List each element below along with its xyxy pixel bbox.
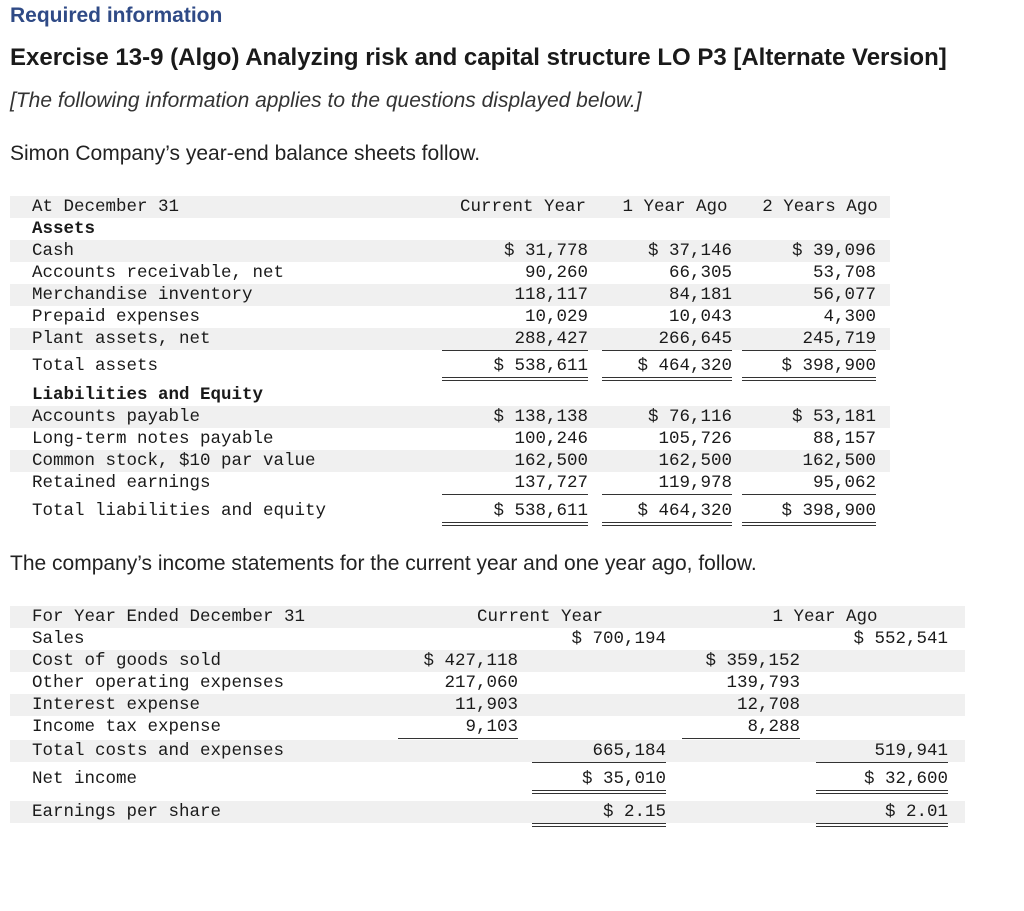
liabilities-heading-row [10, 384, 890, 406]
balance-sheet-intro: Simon Company’s year-end balance sheets follow. [10, 142, 481, 165]
cell-1-year: 266,645 [602, 328, 732, 351]
cell-current-total: $ 35,010 [532, 768, 666, 794]
table-row [10, 328, 890, 350]
cell-1-year: 105,726 [658, 429, 732, 449]
cell-1-year: 162,500 [658, 451, 732, 471]
cell-prior: 139,793 [726, 673, 800, 693]
header-1-year-ago: 1 Year Ago [622, 197, 728, 217]
header-at-december: At December 31 [32, 197, 180, 217]
table-row [10, 428, 890, 450]
table-header-row [10, 606, 965, 628]
table-row [10, 694, 965, 716]
cell-current: 118,117 [514, 285, 588, 305]
cell-2-years: 95,062 [742, 472, 876, 495]
net-income-row [10, 768, 965, 790]
cell-2-years: $ 39,096 [791, 241, 876, 261]
row-label: Common stock, $10 par value [32, 451, 316, 471]
row-label: Income tax expense [32, 717, 222, 737]
cell-current: 217,060 [444, 673, 518, 693]
cell-2-years: 4,300 [823, 307, 876, 327]
total-assets-row [10, 355, 890, 377]
row-label: Cost of goods sold [32, 651, 222, 671]
cell-2-years: $ 398,900 [742, 355, 876, 381]
table-row [10, 284, 890, 306]
required-information-heading: Required information [10, 4, 223, 27]
cell-prior-total: $ 552,541 [853, 629, 948, 649]
cell-current: 11,903 [454, 695, 518, 715]
liabilities-heading: Liabilities and Equity [32, 385, 264, 405]
cell-current: 90,260 [524, 263, 588, 283]
row-label: Net income [32, 769, 138, 789]
cell-2-years: $ 398,900 [742, 500, 876, 526]
cell-1-year: $ 37,146 [647, 241, 732, 261]
cell-1-year: $ 76,116 [647, 407, 732, 427]
row-label: Accounts payable [32, 407, 201, 427]
table-row [10, 472, 890, 494]
table-row [10, 450, 890, 472]
row-label: Cash [32, 241, 75, 261]
row-label: Total liabilities and equity [32, 501, 327, 521]
cell-current-total: $ 2.15 [532, 801, 666, 827]
cell-current: 100,246 [514, 429, 588, 449]
row-label: Interest expense [32, 695, 201, 715]
cell-2-years: 88,157 [812, 429, 876, 449]
cell-prior: $ 359,152 [705, 651, 800, 671]
cell-prior: 8,288 [682, 716, 800, 739]
cell-2-years: 53,708 [812, 263, 876, 283]
table-row [10, 716, 965, 738]
cell-current: 288,427 [442, 328, 588, 351]
row-label: Retained earnings [32, 473, 211, 493]
header-1-year-ago: 1 Year Ago [772, 607, 878, 627]
cell-current: $ 538,611 [442, 355, 588, 381]
cell-current: $ 427,118 [423, 651, 518, 671]
assets-heading-row [10, 218, 890, 240]
header-current-year: Current Year [476, 607, 604, 627]
row-label: Plant assets, net [32, 329, 211, 349]
cell-2-years: $ 53,181 [791, 407, 876, 427]
row-label: Other operating expenses [32, 673, 285, 693]
instruction-note: [The following information applies to the questions displayed below.] [10, 89, 642, 112]
header-current-year: Current Year [459, 197, 587, 217]
assets-heading: Assets [32, 219, 96, 239]
cell-2-years: 162,500 [802, 451, 876, 471]
cell-2-years: 56,077 [812, 285, 876, 305]
cell-current: $ 138,138 [493, 407, 588, 427]
income-statement-intro: The company’s income statements for the current year and one year ago, follow. [10, 552, 757, 575]
cell-current: 162,500 [514, 451, 588, 471]
table-row [10, 650, 965, 672]
cell-1-year: 66,305 [668, 263, 732, 283]
cell-prior-total: $ 2.01 [816, 801, 948, 827]
table-row [10, 672, 965, 694]
cell-1-year: 119,978 [602, 472, 732, 495]
balance-sheet-table [10, 196, 890, 526]
total-liabilities-row [10, 500, 890, 522]
row-label: Total costs and expenses [32, 741, 285, 761]
cell-1-year: 84,181 [668, 285, 732, 305]
row-label: Prepaid expenses [32, 307, 201, 327]
cell-current-total: 665,184 [532, 740, 666, 763]
cell-current: $ 31,778 [503, 241, 588, 261]
cell-2-years: 245,719 [742, 328, 876, 351]
cell-1-year: 10,043 [668, 307, 732, 327]
total-costs-row [10, 740, 965, 762]
row-label: Earnings per share [32, 802, 222, 822]
row-label: Long-term notes payable [32, 429, 274, 449]
cell-current: 137,727 [442, 472, 588, 495]
header-2-years-ago: 2 Years Ago [762, 197, 878, 217]
cell-1-year: $ 464,320 [602, 355, 732, 381]
cell-current-total: $ 700,194 [571, 629, 666, 649]
row-label: Sales [32, 629, 85, 649]
table-row [10, 306, 890, 328]
header-for-year-ended: For Year Ended December 31 [32, 607, 306, 627]
table-header-row [10, 196, 890, 218]
exercise-title: Exercise 13-9 (Algo) Analyzing risk and capital structure LO P3 [Alternate Version] [10, 44, 947, 71]
cell-current: 9,103 [398, 716, 518, 739]
row-label: Total assets [32, 356, 159, 376]
row-label: Accounts receivable, net [32, 263, 285, 283]
cell-prior-total: 519,941 [816, 740, 948, 763]
table-row [10, 240, 890, 262]
sales-row [10, 628, 965, 650]
cell-current: 10,029 [524, 307, 588, 327]
row-label: Merchandise inventory [32, 285, 253, 305]
cell-1-year: $ 464,320 [602, 500, 732, 526]
cell-prior-total: $ 32,600 [816, 768, 948, 794]
cell-current: $ 538,611 [442, 500, 588, 526]
income-statement-table [10, 606, 965, 831]
table-row [10, 262, 890, 284]
table-row [10, 406, 890, 428]
cell-prior: 12,708 [736, 695, 800, 715]
eps-row [10, 801, 965, 823]
